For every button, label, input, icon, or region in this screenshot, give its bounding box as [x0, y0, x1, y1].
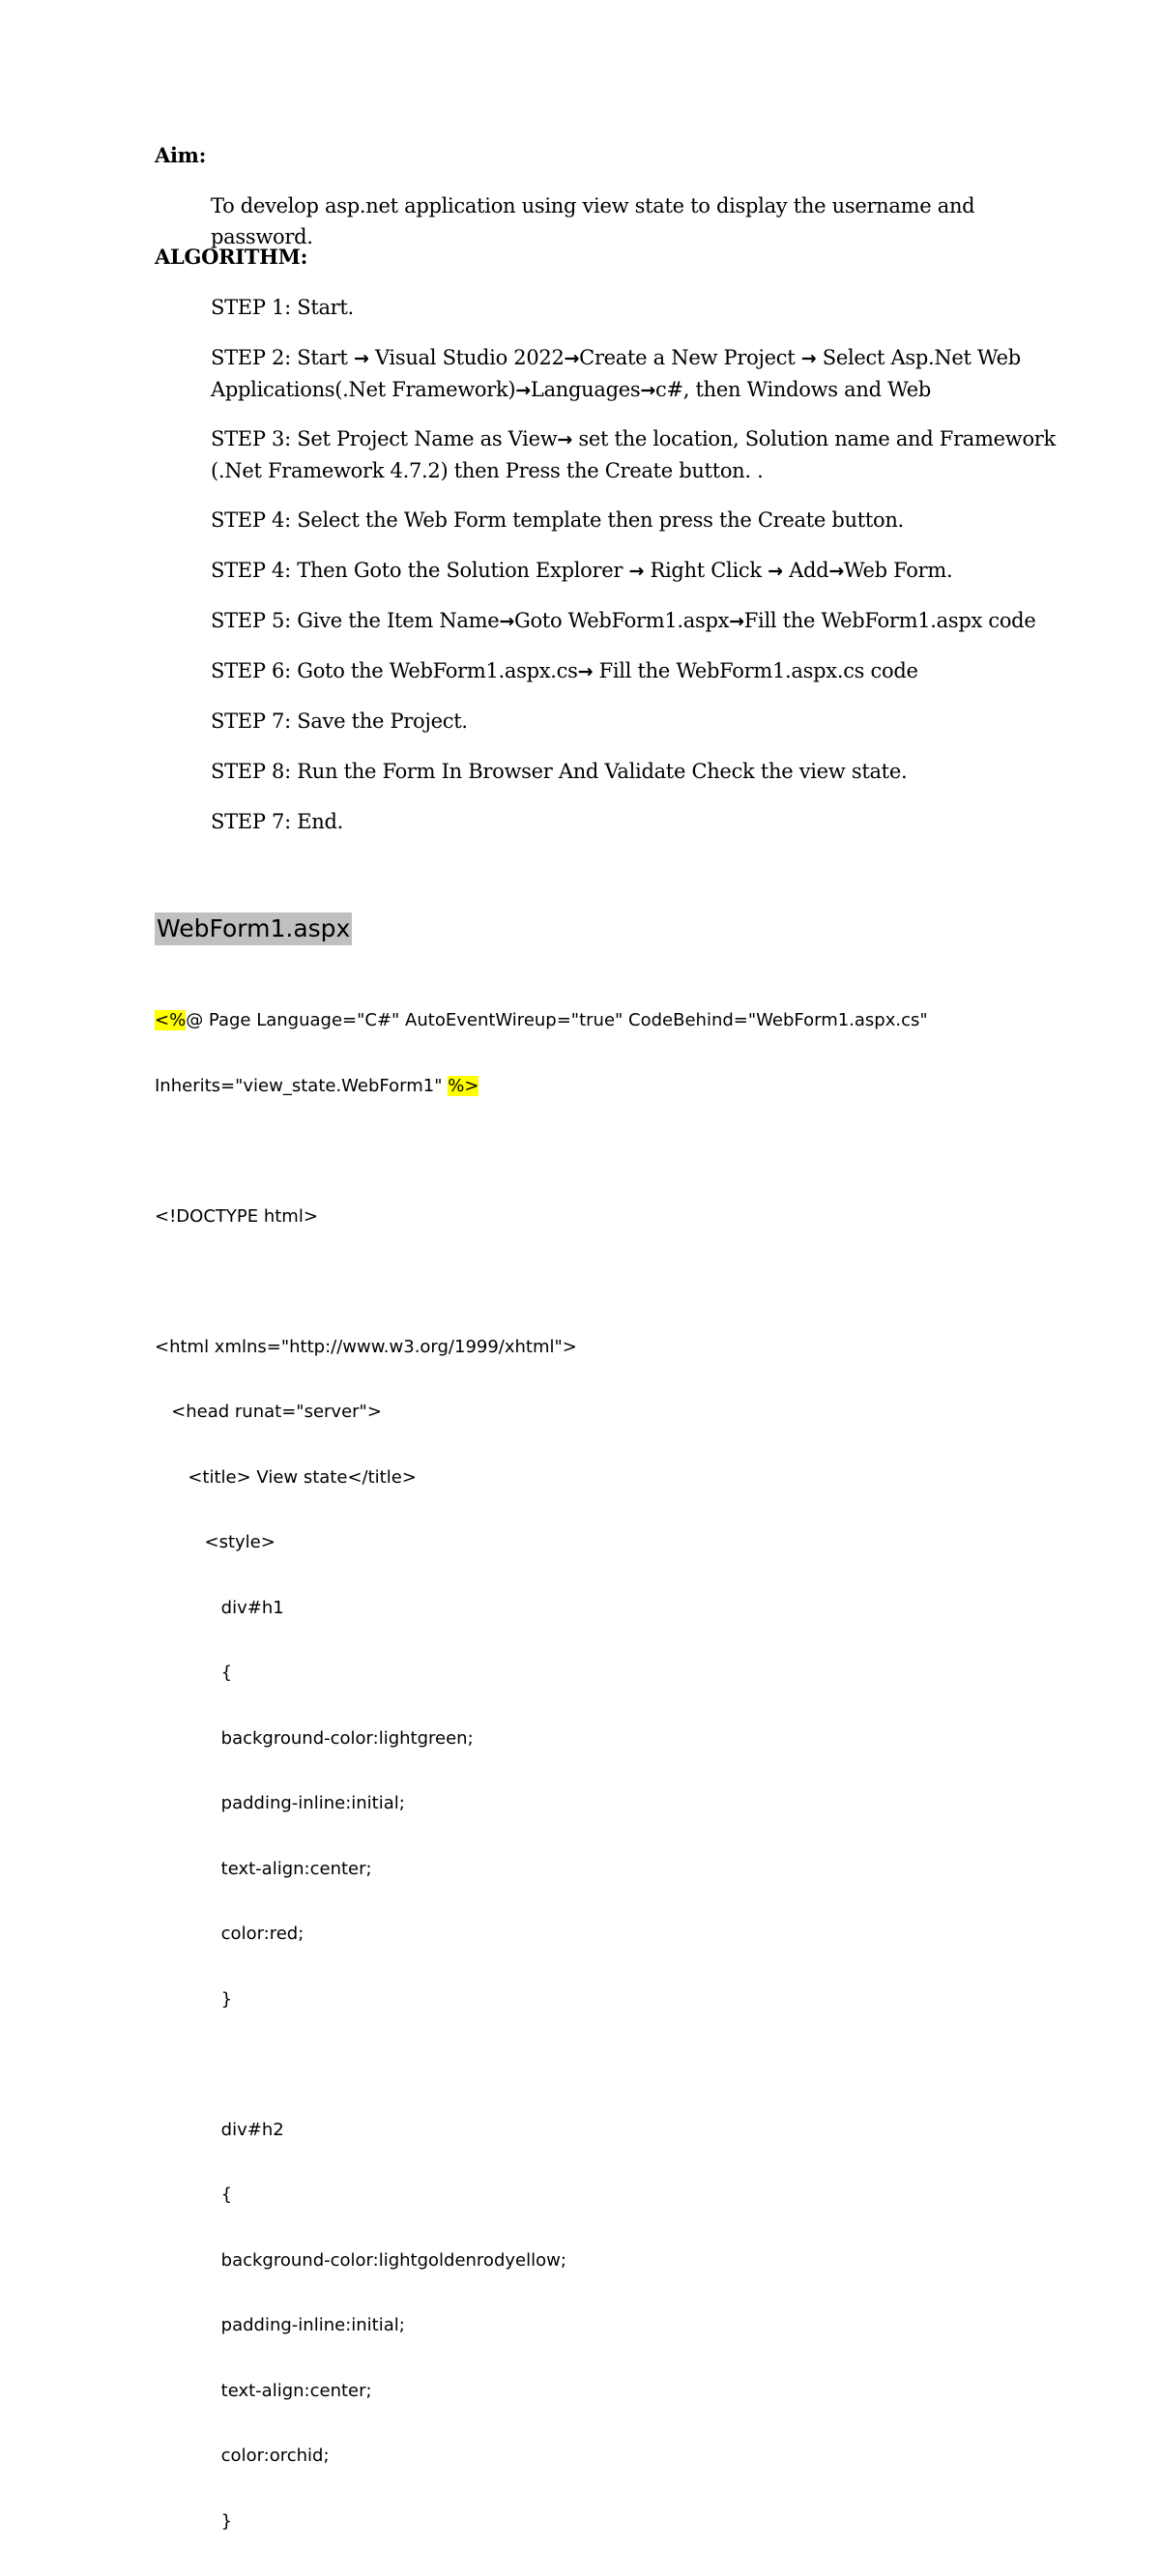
step-5: STEP 5: Give the Item Name→Goto WebForm1.aspx→Fill the WebForm1.aspx code: [211, 609, 1036, 632]
step-8: STEP 8: Run the Form In Browser And Validate Check the view state.: [211, 760, 908, 783]
arrow-icon: →: [353, 348, 369, 369]
arrow-icon: →: [499, 611, 514, 632]
step-6: STEP 6: Goto the WebForm1.aspx.cs→ Fill the WebForm1.aspx.cs code: [211, 659, 918, 682]
arrow-icon: →: [628, 561, 645, 582]
code-section-title: WebForm1.aspx: [155, 912, 352, 945]
directive-open-highlight: <%: [155, 1010, 187, 1030]
step-3: STEP 3: Set Project Name as View→ set the location, Solution name and Framework (.Net Framework 4.7.2) then Press the Create button. .: [211, 427, 1056, 482]
code-directive-line-1: [155, 1010, 1025, 1032]
arrow-icon: →: [800, 348, 817, 369]
code-line: <title> View state</title>: [155, 1466, 417, 1488]
arrow-icon: →: [640, 380, 655, 401]
code-line: {: [155, 1663, 233, 1683]
directive-body-2: Inherits="view_state.WebForm1": [155, 1075, 449, 1096]
code-line: [155, 1141, 1025, 1163]
code-line: color:red;: [155, 1924, 304, 1944]
arrow-icon: →: [729, 611, 744, 632]
code-line: text-align:center;: [155, 1858, 372, 1879]
code-line: {: [155, 2185, 233, 2205]
code-line: <head runat="server">: [155, 1402, 382, 1422]
arrow-icon: →: [828, 561, 844, 582]
code-line: <html xmlns="http://www.w3.org/1999/xhtml">: [155, 1336, 577, 1357]
code-line: div#h1: [155, 1597, 284, 1618]
arrow-icon: →: [515, 380, 531, 401]
code-directive-line-2: [155, 1076, 1025, 1098]
code-line: padding-inline:initial;: [155, 2315, 405, 2335]
arrow-icon: →: [557, 429, 573, 450]
arrow-icon: →: [768, 561, 783, 582]
directive-body-1: @ Page Language="C#" AutoEventWireup="true" CodeBehind="WebForm1.aspx.cs": [186, 1010, 928, 1030]
step-4b: STEP 4: Then Goto the Solution Explorer → Right Click → Add→Web Form.: [211, 559, 953, 582]
code-line: background-color:lightgoldenrodyellow;: [155, 2249, 566, 2271]
step-2: STEP 2: Start → Visual Studio 2022→Create a New Project → Select Asp.Net Web Applications(.Net Framework)→Languages→c#, then Windows and Web: [211, 346, 1021, 401]
arrow-icon: →: [577, 661, 594, 682]
code-line: [155, 1271, 1025, 1293]
code-line: padding-inline:initial;: [155, 1793, 405, 1813]
directive-close-highlight: %>: [448, 1075, 479, 1096]
code-line: }: [155, 1988, 233, 2010]
step-1: STEP 1: Start.: [211, 296, 354, 319]
code-line: text-align:center;: [155, 2380, 372, 2401]
step-end: STEP 7: End.: [211, 810, 344, 833]
aim-text: To develop asp.net application using view state to display the username and password.: [211, 194, 975, 248]
step-4: STEP 4: Select the Web Form template then press the Create button.: [211, 508, 904, 532]
code-line: color:orchid;: [155, 2446, 330, 2466]
step-7: STEP 7: Save the Project.: [211, 709, 468, 733]
arrow-icon: →: [564, 348, 580, 369]
code-line: <style>: [155, 1532, 276, 1552]
code-line: [155, 2054, 1025, 2076]
code-line: <!DOCTYPE html>: [155, 1205, 318, 1227]
algorithm-heading: ALGORITHM:: [155, 245, 308, 269]
aim-heading: Aim:: [155, 143, 207, 167]
code-line: }: [155, 2510, 233, 2532]
code-block: [155, 967, 1025, 2576]
code-line: background-color:lightgreen;: [155, 1727, 474, 1749]
code-line: div#h2: [155, 2119, 284, 2140]
